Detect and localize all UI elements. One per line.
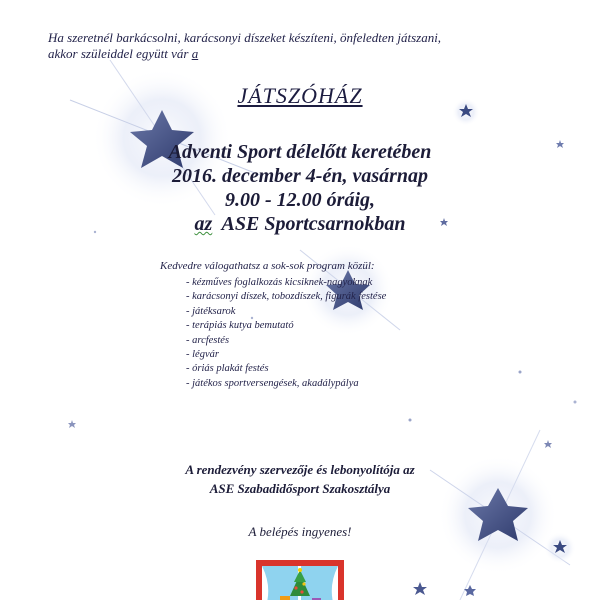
list-item: - óriás plakát festés — [186, 363, 269, 375]
organizer-line-1: A rendezvény szervezője és lebonyolítója az — [185, 462, 415, 477]
event-location-name: ASE Sportcsarnokban — [212, 213, 406, 235]
organizer-line-2: ASE Szabadidősport Szakosztálya — [209, 481, 391, 496]
page-title: JÁTSZÓHÁZ — [237, 83, 363, 108]
event-location-prefix: az — [194, 213, 213, 235]
event-location — [0, 212, 600, 236]
program-lead: Kedvedre válogathatsz a sok-sok program közül: — [160, 260, 375, 272]
event-date: 2016. december 4-én, vasárnap — [171, 165, 429, 187]
list-item: - karácsonyi díszek, tobozdíszek, figurák festése — [186, 291, 387, 303]
list-item: - légvár — [186, 349, 219, 361]
intro-line-2 — [48, 46, 568, 62]
list-item: - játékos sportversengések, akadálypálya — [186, 377, 359, 389]
event-time: 9.00 - 12.00 óráig, — [225, 189, 375, 211]
event-line-1: Adventi Sport délelőtt keretében — [168, 141, 432, 163]
program-list — [186, 276, 386, 391]
list-item: - játéksarok — [186, 305, 236, 317]
intro-line-1: Ha szeretnél barkácsolni, karácsonyi díszeket készíteni, önfeledten játszani, — [48, 30, 442, 45]
intro-line-2-underlined: a — [191, 46, 199, 61]
ornament-icon — [232, 0, 272, 6]
christmas-window-illustration — [250, 556, 350, 600]
list-item: - terápiás kutya bemutató — [186, 320, 294, 332]
list-item: - arcfestés — [186, 334, 230, 346]
intro-text — [48, 30, 568, 62]
list-item: - kézműves foglalkozás kicsiknek-nagyoknak — [186, 277, 373, 288]
entry-note: A belépés ingyenes! — [248, 524, 352, 539]
intro-line-2-text: akkor szüleiddel együtt vár — [48, 46, 192, 61]
